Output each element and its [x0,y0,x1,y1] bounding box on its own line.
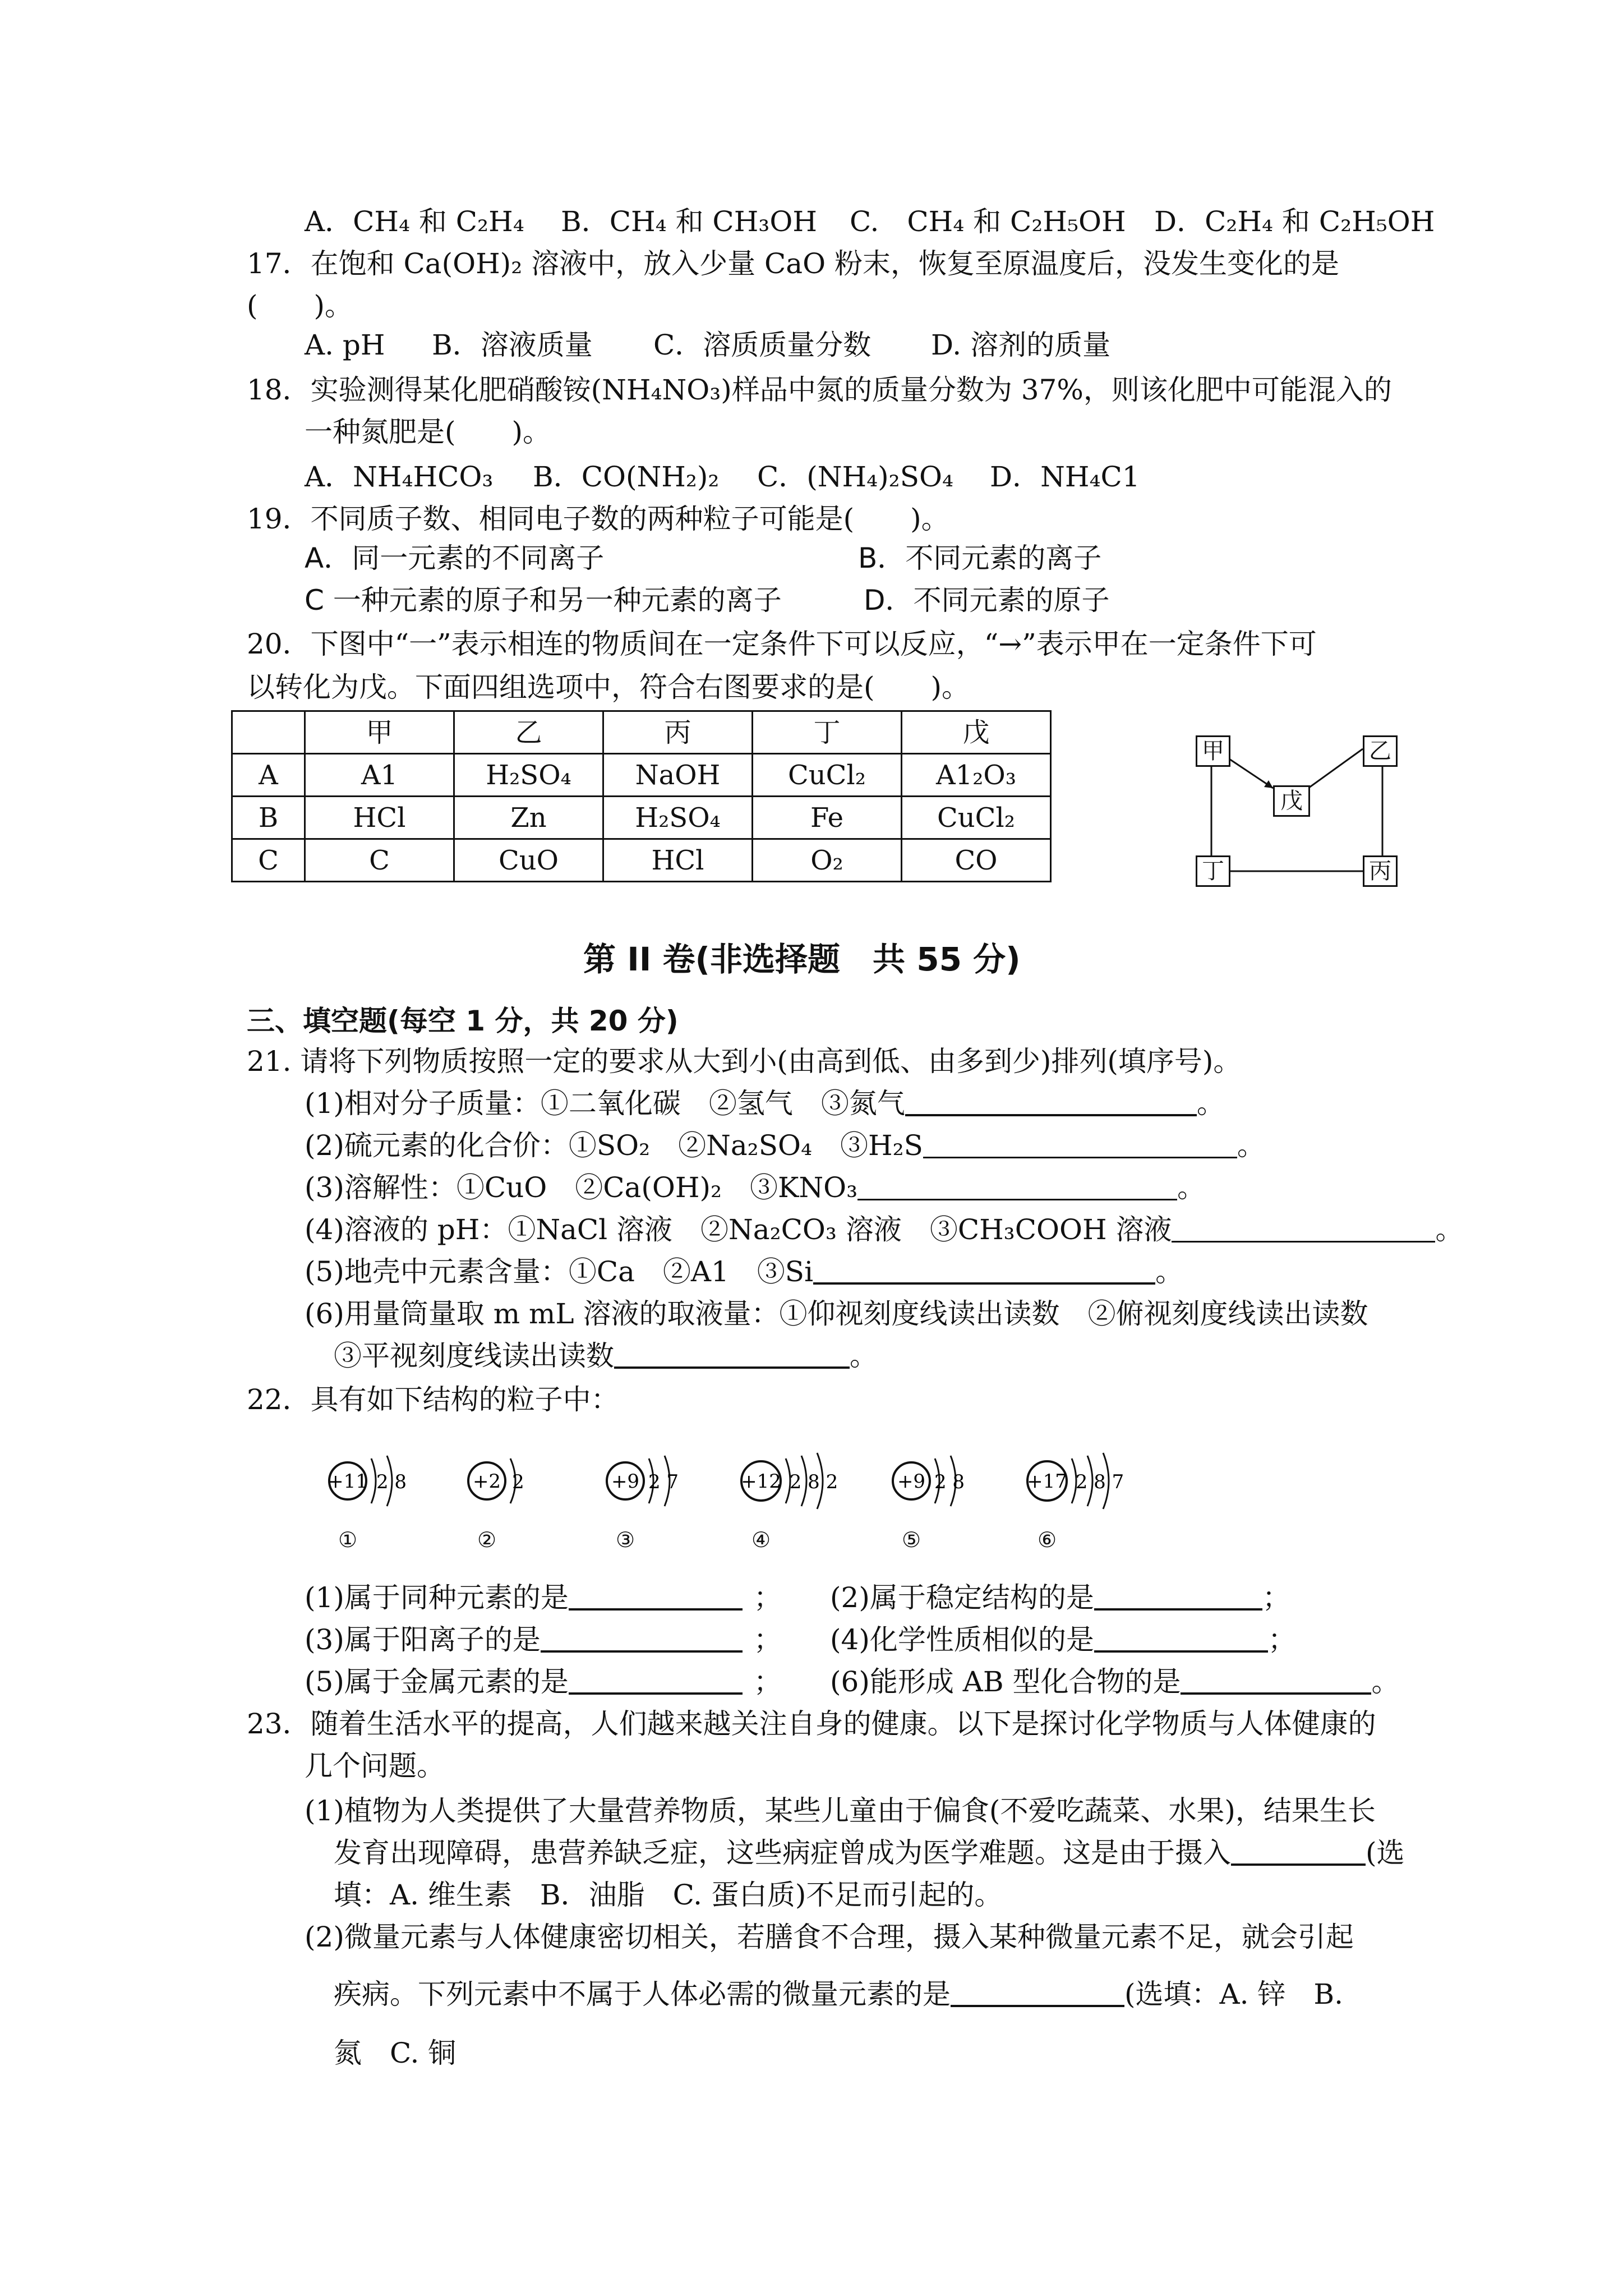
punct: 。 [1371,1665,1400,1698]
q22-sub-text: (6)能形成 AB 型化合物的是 [830,1665,1181,1698]
nucleus-label: +9 [897,1470,926,1493]
q22-sub-5 [305,1665,782,1699]
answer-blank[interactable] [923,1131,1237,1158]
q22-sub-4 [830,1623,1296,1657]
q17-option-a: A. pH [305,329,385,361]
answer-blank[interactable] [1181,1667,1371,1695]
table-cell: CuCl₂ [902,797,1051,839]
q21-item-6 [305,1297,1368,1331]
table-cell: CuCl₂ [753,754,902,797]
q21-item-text: (2)硫元素的化合价：①SO₂ ②Na₂SO₄ ③H₂S [305,1129,923,1162]
table-header-cell: 乙 [454,711,603,754]
q22-sub-text: (3)属于阳离子的是 [305,1623,541,1656]
table-cell: H₂SO₄ [454,754,603,797]
q16-option-b: B．CH₄ 和 CH₃OH [561,205,817,238]
q23-text: (选填：A. 锌 B. [1124,1978,1344,2010]
q21-item-text: ③平视刻度线读出读数 [334,1340,614,1372]
q21-item-text: (3)溶解性：①CuO ②Ca(OH)₂ ③KNO₃ [305,1171,858,1204]
q22-sub-6 [830,1665,1399,1699]
shell-electrons: 2 8 [376,1471,407,1493]
item-end: 。 [1435,1213,1464,1246]
q21-item-text: (1)相对分子质量：①二氧化碳 ②氢气 ③氮气 [305,1087,905,1120]
table-cell: O₂ [753,839,902,882]
table-cell: C [232,839,305,882]
answer-blank[interactable] [1094,1582,1262,1611]
table-cell: A1₂O₃ [902,754,1051,797]
table-cell: B [232,797,305,839]
atom-label: ④ [751,1527,771,1552]
q18-option-b: B．CO(NH₂)₂ [533,461,720,493]
node-bing: 丙 [1363,855,1398,887]
q18-option-c: C．(NH₄)₂SO₄ [757,461,953,493]
q22-sub-1 [305,1581,782,1614]
answer-blank[interactable] [905,1088,1197,1116]
table-cell: H₂SO₄ [603,797,753,839]
item-end: 。 [1237,1129,1265,1162]
table-cell [232,711,305,754]
punct: ； [753,1581,782,1614]
node-jia: 甲 [1196,735,1230,767]
shell-electrons: 2 7 [648,1471,679,1493]
q16-option-d: D．C₂H₄ 和 C₂H₅OH [1154,205,1435,238]
q17-option-b: B．溶液质量 [432,329,593,361]
node-wu: 戊 [1273,785,1310,817]
punct: ； [753,1623,782,1656]
atom-structure-diagrams [314,1450,1155,1562]
punct: ； [1267,1623,1296,1656]
table-cell: Fe [753,797,902,839]
q17-stem: 17．在饱和 Ca(OH)₂ 溶液中，放入少量 CaO 粉末，恢复至原温度后，没发生变化的是 [247,247,1339,280]
q21-item-3 [305,1171,1205,1204]
item-end: 。 [1155,1255,1184,1288]
q16-option-a: A．CH₄ 和 C₂H₄ [305,205,524,238]
punct: ； [1262,1581,1290,1614]
table-cell: A [232,754,305,797]
answer-blank[interactable] [569,1667,743,1695]
atom-label: ⑤ [901,1527,921,1552]
nucleus-label: +11 [328,1470,368,1493]
q22-sub-2 [830,1581,1290,1614]
table-row [232,797,1051,839]
answer-blank[interactable] [1172,1215,1435,1243]
q21-stem: 21. 请将下列物质按照一定的要求从大到小(由高到低、由多到少)排列(填序号)。 [247,1045,1242,1078]
q22-stem: 22．具有如下结构的粒子中： [247,1383,619,1416]
q23-p1-line1: (1)植物为人类提供了大量营养物质，某些儿童由于偏食(不爱吃蔬菜、水果)，结果生长 [305,1795,1376,1827]
answer-blank[interactable] [857,1173,1177,1200]
atom-diagram [603,1450,704,1517]
q18-option-a: A．NH₄HCO₃ [305,461,494,493]
table-header-cell: 丙 [603,711,753,754]
answer-blank[interactable] [569,1582,743,1611]
node-ding: 丁 [1196,855,1230,887]
punct: ； [753,1665,782,1698]
table-cell: CO [902,839,1051,882]
q21-item-text: (6)用量筒量取 m mL 溶液的取液量：①仰视刻度线读出读数 ②俯视刻度线读出读数 [305,1297,1368,1330]
table-header-row [232,711,1051,754]
item-end: 。 [1177,1171,1206,1204]
q21-item-6-cont [334,1339,878,1373]
atom-label: ⑥ [1037,1527,1057,1552]
atom-label: ③ [615,1527,635,1552]
q22-sub-text: (5)属于金属元素的是 [305,1665,569,1698]
answer-blank[interactable] [1231,1838,1366,1866]
q22-sub-text: (1)属于同种元素的是 [305,1581,569,1614]
item-end: 。 [850,1340,878,1372]
shell-electrons: 2 [512,1471,524,1493]
answer-blank[interactable] [541,1625,743,1653]
q20-stem-end: 以转化为戊。下面四组选项中，符合右图要求的是( )。 [247,671,970,703]
answer-blank[interactable] [614,1341,850,1369]
atom-diagram [1023,1450,1152,1517]
q23-p2-line3: 氮 C. 铜 [334,2037,457,2069]
q19-stem: 19．不同质子数、相同电子数的两种粒子可能是( )。 [247,503,949,535]
atom-label: ① [338,1527,358,1552]
q20-stem: 20．下图中“一”表示相连的物质间在一定条件下可以反应，“→”表示甲在一定条件下可 [247,628,1317,660]
q23-p2-line2 [334,1977,1343,2011]
q22-sub-3 [305,1623,782,1657]
nucleus-label: +9 [611,1470,640,1493]
table-cell: C [305,839,454,882]
q17-stem-end: ( )。 [247,289,353,322]
table-header-cell: 戊 [902,711,1051,754]
nucleus-label: +17 [1027,1470,1067,1493]
answer-blank[interactable] [1094,1625,1268,1653]
q21-item-text: (5)地壳中元素含量：①Ca ②A1 ③Si [305,1255,814,1288]
q23-text: 疾病。下列元素中不属于人体必需的微量元素的是 [334,1978,951,2010]
atom-diagram [325,1450,437,1517]
item-end: 。 [1196,1087,1225,1120]
q21-item-1 [305,1087,1225,1120]
q21-item-2 [305,1129,1265,1162]
section-title: 第 II 卷(非选择题 共 55 分) [583,940,1021,978]
q20-relation-diagram [1195,732,1396,884]
q23-stem: 23．随着生活水平的提高，人们越来越关注自身的健康。以下是探讨化学物质与人体健康的 [247,1708,1376,1740]
q17-option-d: D. 溶剂的质量 [931,329,1111,361]
atom-diagram [889,1450,990,1517]
q19-option-b: B．不同元素的离子 [858,542,1102,574]
part3-title: 三、填空题(每空 1 分，共 20 分) [247,1005,679,1037]
q19-option-d: D．不同元素的原子 [864,584,1110,616]
shell-electrons: 2 8 [934,1471,965,1493]
atom-label: ② [477,1527,497,1552]
q21-item-5 [305,1255,1183,1289]
table-row [232,839,1051,882]
q23-p2-line1: (2)微量元素与人体健康密切相关，若膳食不合理，摄入某种微量元素不足，就会引起 [305,1921,1354,1953]
q20-table [231,710,1052,882]
q18-stem: 18．实验测得某化肥硝酸铵(NH₄NO₃)样品中氮的质量分数为 37%，则该化肥中可能混入的 [247,374,1392,406]
table-cell: A1 [305,754,454,797]
q19-option-c: C 一种元素的原子和另一种元素的离子 [305,584,782,616]
table-cell: NaOH [603,754,753,797]
q23-text: 发育出现障碍，患营养缺乏症，这些病症曾成为医学难题。这是由于摄入 [334,1837,1231,1869]
q23-text: (选 [1366,1837,1405,1869]
q21-item-4 [305,1213,1463,1246]
node-yi: 乙 [1363,735,1398,767]
q21-item-text: (4)溶液的 pH：①NaCl 溶液 ②Na₂CO₃ 溶液 ③CH₃COOH 溶液 [305,1213,1172,1246]
table-cell: Zn [454,797,603,839]
table-cell: HCl [603,839,753,882]
q22-sub-text: (4)化学性质相似的是 [830,1623,1094,1656]
nucleus-label: +2 [472,1470,501,1493]
shell-electrons: 2 8 7 [1075,1471,1124,1493]
q23-p1-line2 [334,1836,1405,1870]
table-row [232,754,1051,797]
q16-option-c: C. CH₄ 和 C₂H₅OH [850,205,1126,238]
table-header-cell: 甲 [305,711,454,754]
q17-option-c: C．溶质质量分数 [653,329,872,361]
table-cell: HCl [305,797,454,839]
atom-diagram [737,1450,866,1517]
table-header-cell: 丁 [753,711,902,754]
q22-sub-text: (2)属于稳定结构的是 [830,1581,1094,1614]
q23-stem-end: 几个问题。 [305,1750,445,1782]
nucleus-label: +12 [741,1470,781,1493]
table-cell: CuO [454,839,603,882]
q18-stem-end: 一种氮肥是( )。 [305,416,551,448]
q23-p1-line3: 填：A. 维生素 B．油脂 C. 蛋白质)不足而引起的。 [334,1879,1003,1911]
q18-option-d: D．NH₄C1 [990,461,1140,493]
atom-diagram [464,1450,554,1517]
answer-blank[interactable] [813,1257,1155,1285]
q19-option-a: A．同一元素的不同离子 [305,542,605,574]
answer-blank[interactable] [951,1979,1124,2007]
shell-electrons: 2 8 2 [789,1471,838,1493]
